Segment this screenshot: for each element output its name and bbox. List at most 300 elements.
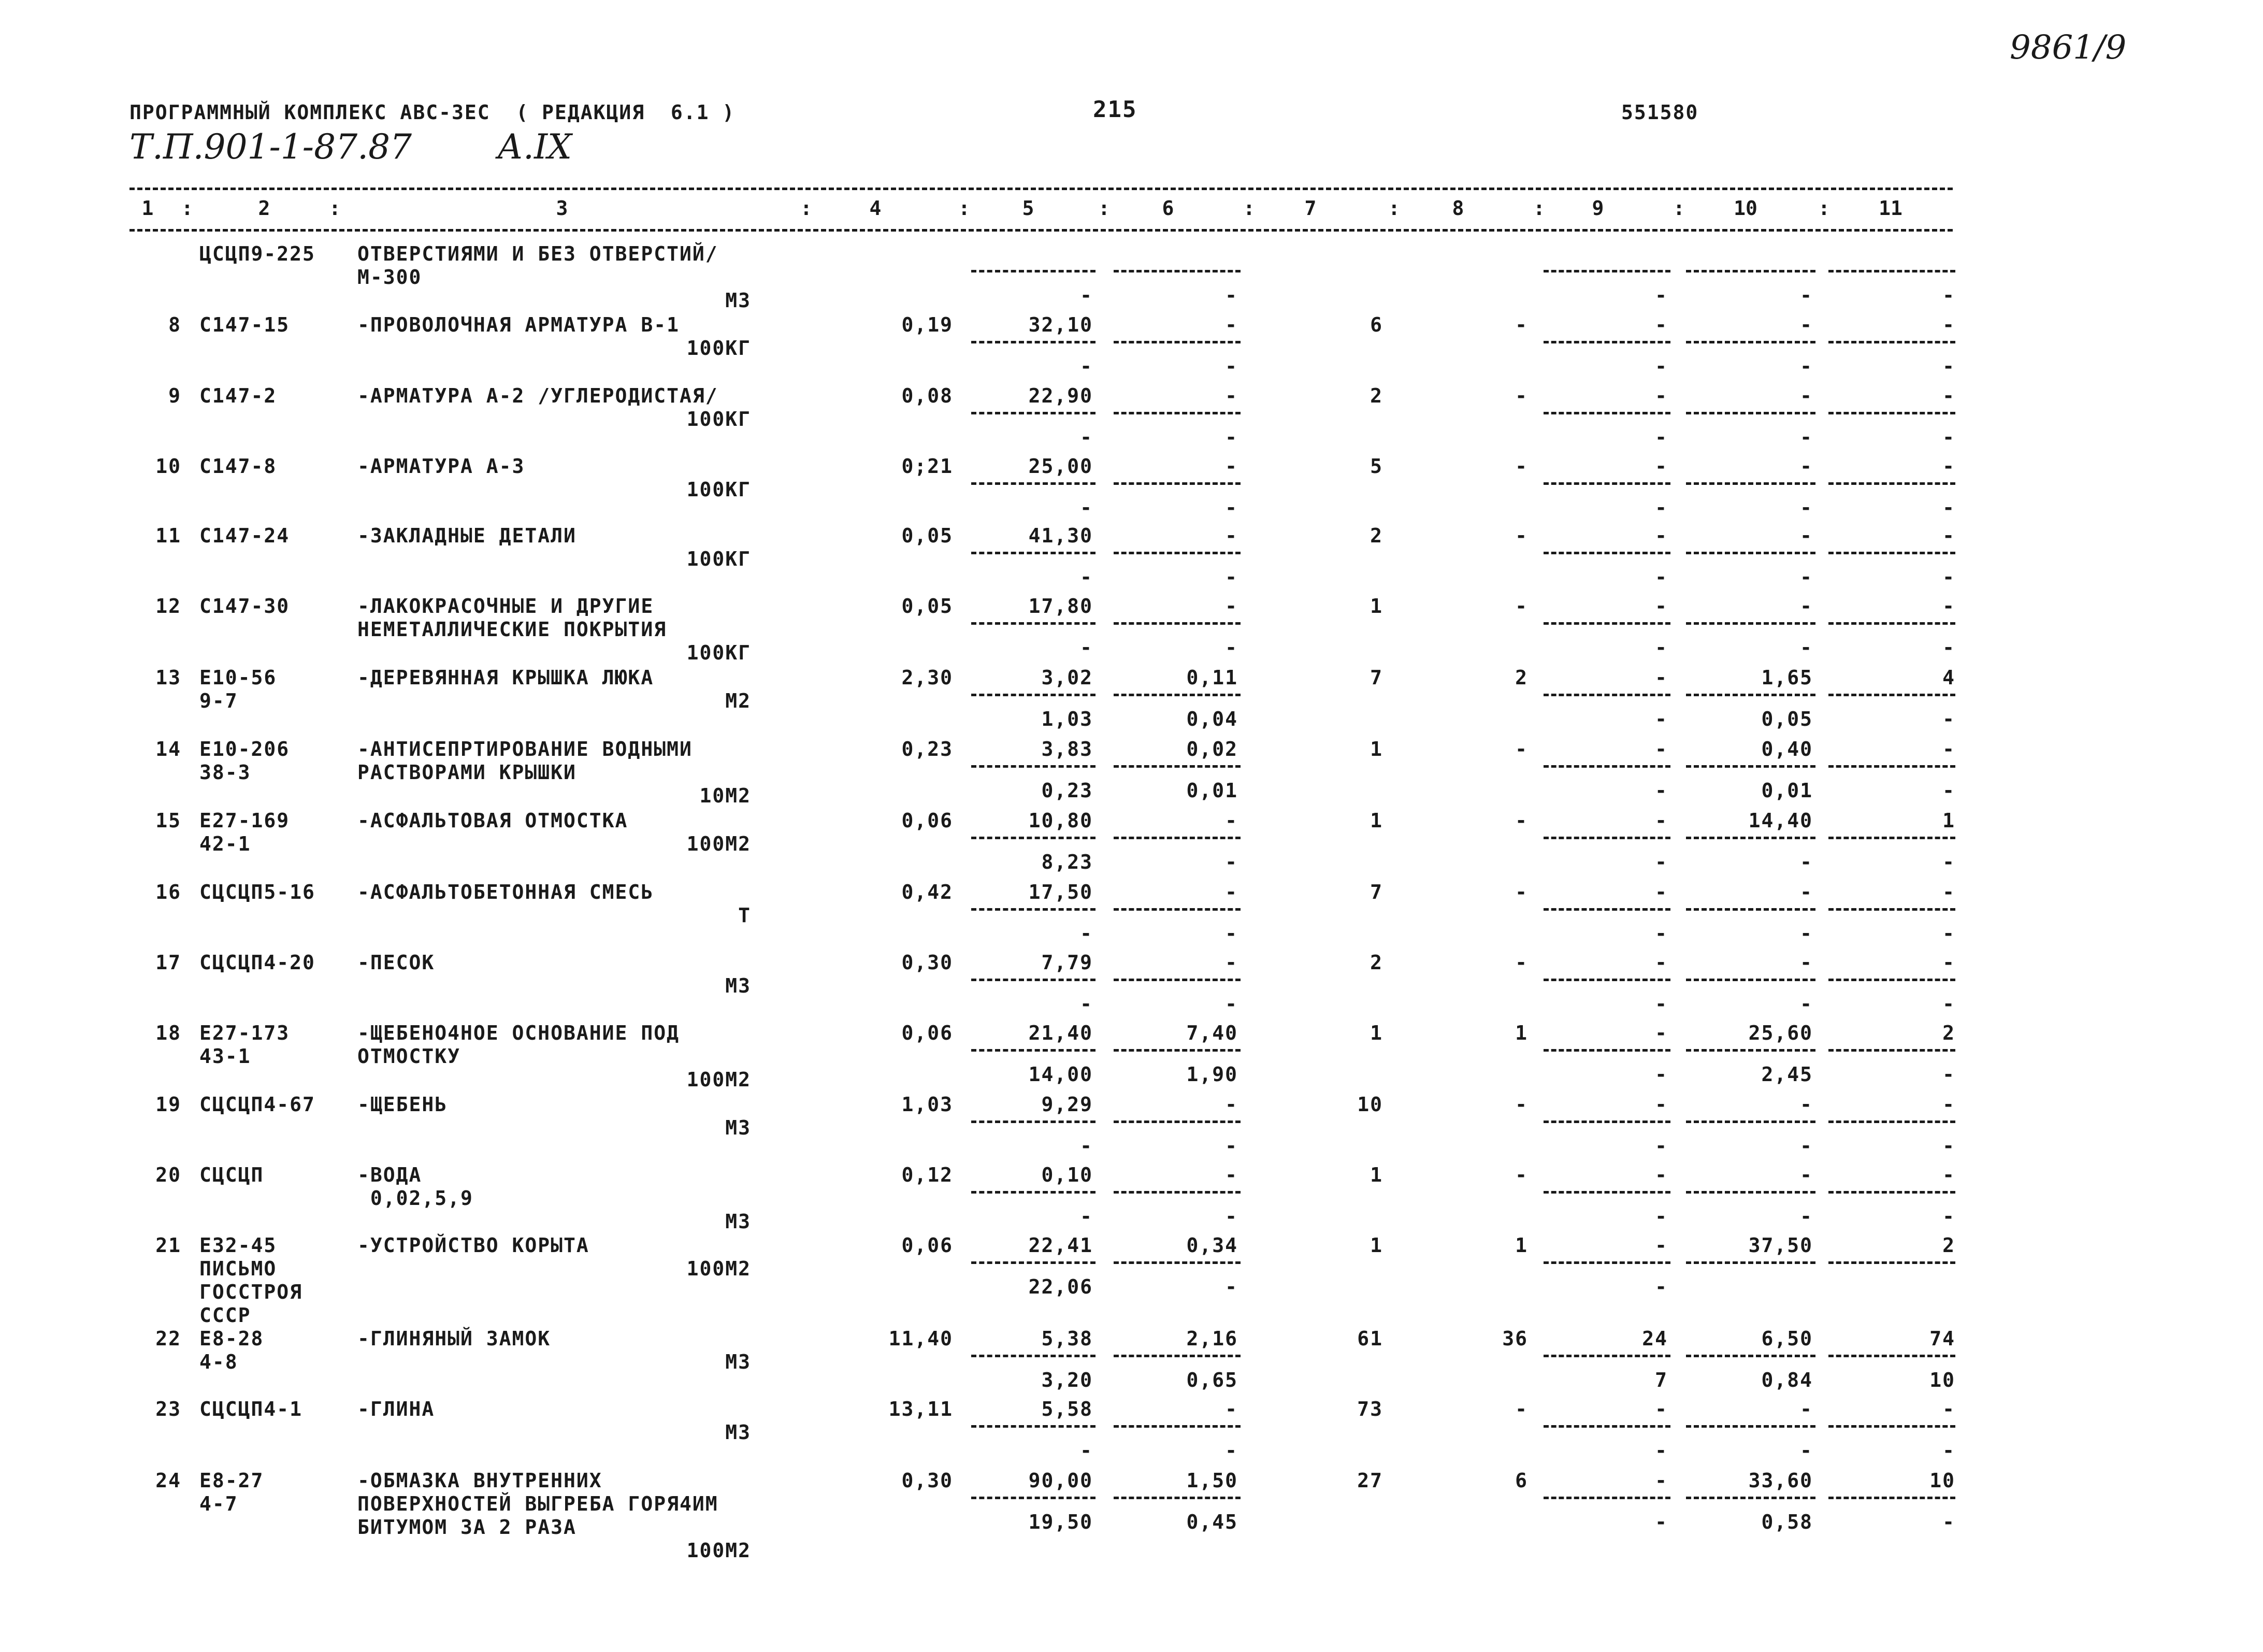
row-code: СЦСЦП5-16	[199, 881, 315, 903]
row-code: 43-1	[199, 1045, 251, 1068]
row-labor-sub: 0,58	[1761, 1511, 1813, 1533]
row-code: СССР	[199, 1304, 251, 1327]
column-header-7: 7	[1304, 197, 1317, 220]
cost-divider	[971, 412, 1096, 414]
row-unit: 10М2	[699, 784, 751, 807]
col9-divider	[1544, 1191, 1670, 1194]
row-labor: -	[1800, 951, 1813, 974]
row-wages: -	[1515, 595, 1528, 617]
row-total: 73	[1357, 1398, 1383, 1420]
row-wages: 6	[1515, 1469, 1528, 1492]
row-col9: -	[1655, 1022, 1668, 1044]
labor-divider	[1686, 1355, 1815, 1357]
row-col9: -	[1655, 1398, 1668, 1420]
col9-divider	[1544, 1121, 1670, 1123]
row-unit: М3	[725, 974, 751, 997]
row-code: 42-1	[199, 832, 251, 855]
row-wages: -	[1515, 1093, 1528, 1116]
row-labor-sub: -	[1800, 1134, 1813, 1157]
row-total: 1	[1370, 809, 1383, 832]
col9-divider	[1544, 979, 1670, 981]
row-cost-wage: -	[1080, 1439, 1093, 1462]
row-col11-sub: -	[1942, 636, 1955, 659]
row-col11-sub: -	[1942, 284, 1955, 307]
row-name: -ВОДА	[357, 1163, 422, 1186]
labor-divider	[1686, 341, 1815, 343]
col9-divider	[1544, 765, 1670, 768]
row-machine-wage: -	[1225, 1275, 1238, 1298]
cost-divider	[971, 1191, 1096, 1194]
machine-divider	[1114, 622, 1241, 625]
row-code: 9-7	[199, 689, 238, 712]
row-col11-sub: -	[1942, 1134, 1955, 1157]
col9-divider	[1544, 1497, 1670, 1499]
row-col11-sub: -	[1942, 993, 1955, 1015]
col11-divider	[1828, 552, 1955, 554]
row-cost-wage: -	[1080, 636, 1093, 659]
row-labor: -	[1800, 1093, 1813, 1116]
cost-divider	[971, 694, 1096, 696]
row-quantity: 0,30	[901, 951, 953, 974]
row-labor-sub: -	[1800, 922, 1813, 945]
document-code: 551580	[1621, 101, 1699, 124]
labor-divider	[1686, 694, 1815, 696]
row-quantity: 13,11	[888, 1398, 953, 1420]
row-machine-wage: 0,04	[1186, 708, 1238, 730]
row-cost-total: 5,38	[1041, 1327, 1093, 1350]
row-labor: -	[1800, 524, 1813, 547]
row-labor: 0,40	[1761, 738, 1813, 760]
row-cost-total: 21,40	[1028, 1022, 1093, 1044]
row-col11: -	[1942, 738, 1955, 760]
row-labor-sub: -	[1800, 1205, 1813, 1228]
row-col9-sub: -	[1655, 1063, 1668, 1086]
column-header-11: 11	[1879, 197, 1902, 220]
row-col11: 4	[1942, 666, 1955, 689]
row-machine-cost: 1,50	[1186, 1469, 1238, 1492]
row-machine-wage: 0,45	[1186, 1511, 1238, 1533]
row-wages: -	[1515, 881, 1528, 903]
row-number: 23	[155, 1398, 181, 1420]
column-header-4: 4	[869, 197, 882, 220]
column-separator: :	[1243, 197, 1255, 220]
row-code: С147-24	[199, 524, 290, 547]
row-machine-cost: -	[1225, 455, 1238, 478]
row-number: 14	[155, 738, 181, 760]
header-rule-bottom	[129, 229, 1953, 232]
row-col9-sub: -	[1655, 636, 1668, 659]
row-number: 8	[168, 313, 181, 336]
row-name: РАСТВОРАМИ КРЫШКИ	[357, 761, 576, 784]
machine-divider	[1114, 908, 1241, 911]
machine-divider	[1114, 837, 1241, 839]
row-wages: -	[1515, 455, 1528, 478]
col11-divider	[1828, 765, 1955, 768]
row-unit: 100М2	[686, 832, 751, 855]
row-col11-sub: 10	[1929, 1369, 1955, 1391]
row-col9: -	[1655, 455, 1668, 478]
row-quantity: 0,08	[901, 384, 953, 407]
row-col9-sub: -	[1655, 284, 1668, 307]
row-col9: -	[1655, 666, 1668, 689]
row-number: 16	[155, 881, 181, 903]
row-col11: -	[1942, 595, 1955, 617]
labor-divider	[1686, 1261, 1815, 1264]
row-machine-wage: -	[1225, 284, 1238, 307]
row-col9: -	[1655, 595, 1668, 617]
column-separator: :	[1388, 197, 1400, 220]
col11-divider	[1828, 341, 1955, 343]
row-col9: -	[1655, 1163, 1668, 1186]
row-col11-sub: -	[1942, 779, 1955, 802]
labor-divider	[1686, 1049, 1815, 1052]
album-number: А.IX	[497, 127, 572, 167]
row-wages: -	[1515, 809, 1528, 832]
row-number: 22	[155, 1327, 181, 1350]
row-col11: 10	[1929, 1469, 1955, 1492]
machine-divider	[1114, 1191, 1241, 1194]
row-number: 21	[155, 1234, 181, 1257]
labor-divider	[1686, 482, 1815, 485]
row-total: 2	[1370, 524, 1383, 547]
cost-divider	[971, 979, 1096, 981]
row-number: 12	[155, 595, 181, 617]
row-machine-wage: -	[1225, 1205, 1238, 1228]
column-header-10: 10	[1734, 197, 1757, 220]
row-wages: -	[1515, 738, 1528, 760]
row-unit: 100КГ	[686, 408, 751, 430]
machine-divider	[1114, 1425, 1241, 1428]
row-cost-wage: 1,03	[1041, 708, 1093, 730]
row-wages: -	[1515, 384, 1528, 407]
row-unit: 100КГ	[686, 641, 751, 664]
row-code: С147-15	[199, 313, 290, 336]
row-number: 24	[155, 1469, 181, 1492]
row-col9-sub: -	[1655, 1134, 1668, 1157]
row-labor: 14,40	[1748, 809, 1813, 832]
column-header-1: 1	[141, 197, 154, 220]
row-labor: -	[1800, 384, 1813, 407]
row-col11-sub: -	[1942, 496, 1955, 519]
row-name: -ЗАКЛАДНЫЕ ДЕТАЛИ	[357, 524, 576, 547]
row-name: ОТВЕРСТИЯМИ И БЕЗ ОТВЕРСТИЙ/	[357, 242, 718, 265]
row-wages: 2	[1515, 666, 1528, 689]
row-code: С147-8	[199, 455, 277, 478]
row-quantity: 0,19	[901, 313, 953, 336]
row-unit: 100КГ	[686, 478, 751, 501]
row-wages: -	[1515, 524, 1528, 547]
row-name: -ЩЕБЕНЬ	[357, 1093, 448, 1116]
row-quantity: 11,40	[888, 1327, 953, 1350]
row-code: Е8-28	[199, 1327, 264, 1350]
row-name: -АСФАЛЬТОБЕТОННАЯ СМЕСЬ	[357, 881, 654, 903]
col11-divider	[1828, 908, 1955, 911]
row-name: -АНТИСЕПРТИРОВАНИЕ ВОДНЫМИ	[357, 738, 693, 760]
row-total: 1	[1370, 1022, 1383, 1044]
row-cost-wage: -	[1080, 284, 1093, 307]
row-labor: -	[1800, 455, 1813, 478]
row-quantity: 0,12	[901, 1163, 953, 1186]
machine-divider	[1114, 1049, 1241, 1052]
row-cost-wage: -	[1080, 426, 1093, 449]
labor-divider	[1686, 765, 1815, 768]
row-col11-sub: -	[1942, 1439, 1955, 1462]
cost-divider	[971, 1049, 1096, 1052]
row-col9: -	[1655, 524, 1668, 547]
row-labor-sub: -	[1800, 993, 1813, 1015]
col11-divider	[1828, 1049, 1955, 1052]
row-col11-sub: -	[1942, 922, 1955, 945]
row-name: М-300	[357, 266, 422, 289]
row-col11: -	[1942, 313, 1955, 336]
row-machine-cost: 0,34	[1186, 1234, 1238, 1257]
row-col9: -	[1655, 881, 1668, 903]
column-header-2: 2	[258, 197, 270, 220]
row-code: СЦСЦП	[199, 1163, 264, 1186]
labor-divider	[1686, 412, 1815, 414]
column-separator: :	[800, 197, 812, 220]
row-col9-sub: -	[1655, 1275, 1668, 1298]
row-machine-cost: -	[1225, 595, 1238, 617]
row-cost-wage: 19,50	[1028, 1511, 1093, 1533]
machine-divider	[1114, 694, 1241, 696]
row-col11-sub: -	[1942, 355, 1955, 378]
row-machine-cost: -	[1225, 881, 1238, 903]
col9-divider	[1544, 412, 1670, 414]
row-name: БИТУМОМ ЗА 2 РАЗА	[357, 1516, 576, 1539]
row-number: 13	[155, 666, 181, 689]
row-quantity: 0,05	[901, 524, 953, 547]
row-total: 10	[1357, 1093, 1383, 1116]
row-name: -ПРОВОЛОЧНАЯ АРМАТУРА В-1	[357, 313, 680, 336]
col11-divider	[1828, 1261, 1955, 1264]
row-name: ОТМОСТКУ	[357, 1045, 461, 1068]
machine-divider	[1114, 412, 1241, 414]
row-col9: -	[1655, 384, 1668, 407]
row-quantity: 0,06	[901, 1234, 953, 1257]
row-labor-sub: -	[1800, 355, 1813, 378]
row-labor: -	[1800, 1163, 1813, 1186]
row-unit: Т	[738, 904, 751, 927]
row-col9-sub: 7	[1655, 1369, 1668, 1391]
row-total: 1	[1370, 595, 1383, 617]
row-number: 18	[155, 1022, 181, 1044]
cost-divider	[971, 552, 1096, 554]
col11-divider	[1828, 837, 1955, 839]
row-col11: -	[1942, 524, 1955, 547]
row-number: 9	[168, 384, 181, 407]
labor-divider	[1686, 1121, 1815, 1123]
row-machine-cost: 2,16	[1186, 1327, 1238, 1350]
row-labor-sub: -	[1800, 851, 1813, 873]
header-rule-top	[129, 188, 1953, 190]
row-total: 6	[1370, 313, 1383, 336]
row-col9-sub: -	[1655, 1511, 1668, 1533]
row-unit: М2	[725, 689, 751, 712]
row-number: 11	[155, 524, 181, 547]
cost-divider	[971, 1355, 1096, 1357]
row-total: 7	[1370, 881, 1383, 903]
row-labor-sub: 0,01	[1761, 779, 1813, 802]
row-labor-sub: 0,84	[1761, 1369, 1813, 1391]
column-separator: :	[181, 197, 193, 220]
row-total: 1	[1370, 1163, 1383, 1186]
row-code: 4-8	[199, 1351, 238, 1373]
row-machine-cost: -	[1225, 524, 1238, 547]
row-code: С147-30	[199, 595, 290, 617]
row-quantity: 1,03	[901, 1093, 953, 1116]
row-machine-wage: -	[1225, 426, 1238, 449]
col9-divider	[1544, 482, 1670, 485]
machine-divider	[1114, 1497, 1241, 1499]
row-name: -ГЛИНЯНЫЙ ЗАМОК	[357, 1327, 551, 1350]
column-header-3: 3	[556, 197, 568, 220]
row-quantity: 0,23	[901, 738, 953, 760]
labor-divider	[1686, 270, 1815, 272]
row-cost-total: 5,58	[1041, 1398, 1093, 1420]
col11-divider	[1828, 1121, 1955, 1123]
row-col11-sub: -	[1942, 426, 1955, 449]
row-labor: -	[1800, 595, 1813, 617]
row-labor: -	[1800, 1398, 1813, 1420]
machine-divider	[1114, 979, 1241, 981]
labor-divider	[1686, 837, 1815, 839]
row-labor-sub: -	[1800, 426, 1813, 449]
row-cost-total: 25,00	[1028, 455, 1093, 478]
row-col9-sub: -	[1655, 708, 1668, 730]
row-machine-cost: -	[1225, 1163, 1238, 1186]
row-number: 17	[155, 951, 181, 974]
row-col11: 2	[1942, 1234, 1955, 1257]
cost-divider	[971, 622, 1096, 625]
row-machine-wage: -	[1225, 922, 1238, 945]
machine-divider	[1114, 1261, 1241, 1264]
row-cost-wage: -	[1080, 1205, 1093, 1228]
row-unit: 100М2	[686, 1257, 751, 1280]
row-quantity: 0,06	[901, 809, 953, 832]
row-unit: М3	[725, 1116, 751, 1139]
row-labor: -	[1800, 313, 1813, 336]
row-unit: М3	[725, 1210, 751, 1233]
cost-divider	[971, 482, 1096, 485]
row-col9: -	[1655, 951, 1668, 974]
row-col9-sub: -	[1655, 779, 1668, 802]
col9-divider	[1544, 270, 1670, 272]
row-cost-total: 90,00	[1028, 1469, 1093, 1492]
row-col9-sub: -	[1655, 851, 1668, 873]
labor-divider	[1686, 622, 1815, 625]
page-number: 215	[1093, 96, 1137, 123]
row-col9: -	[1655, 738, 1668, 760]
col11-divider	[1828, 1425, 1955, 1428]
row-unit: 100М2	[686, 1539, 751, 1562]
row-number: 20	[155, 1163, 181, 1186]
row-total: 5	[1370, 455, 1383, 478]
column-separator: :	[1098, 197, 1110, 220]
row-col11-sub: -	[1942, 566, 1955, 588]
row-wages: -	[1515, 951, 1528, 974]
cost-divider	[971, 1121, 1096, 1123]
row-col11: 1	[1942, 809, 1955, 832]
cost-divider	[971, 1425, 1096, 1428]
row-unit: М3	[725, 289, 751, 312]
machine-divider	[1114, 1121, 1241, 1123]
col11-divider	[1828, 1497, 1955, 1499]
col9-divider	[1544, 622, 1670, 625]
row-machine-wage: -	[1225, 496, 1238, 519]
col9-divider	[1544, 908, 1670, 911]
row-unit: М3	[725, 1351, 751, 1373]
labor-divider	[1686, 1497, 1815, 1499]
row-col11: -	[1942, 951, 1955, 974]
row-machine-cost: 7,40	[1186, 1022, 1238, 1044]
row-machine-wage: 0,65	[1186, 1369, 1238, 1391]
row-col9: -	[1655, 1234, 1668, 1257]
row-machine-wage: 0,01	[1186, 779, 1238, 802]
row-labor-sub: -	[1800, 1439, 1813, 1462]
column-separator: :	[958, 197, 970, 220]
row-name: 0,02,5,9	[357, 1187, 473, 1210]
row-cost-wage: -	[1080, 993, 1093, 1015]
col11-divider	[1828, 694, 1955, 696]
row-unit: 100КГ	[686, 337, 751, 360]
row-col9-sub: -	[1655, 993, 1668, 1015]
col11-divider	[1828, 979, 1955, 981]
row-col9: -	[1655, 1093, 1668, 1116]
row-cost-total: 17,80	[1028, 595, 1093, 617]
row-total: 7	[1370, 666, 1383, 689]
row-code: 4-7	[199, 1492, 238, 1515]
row-total: 2	[1370, 951, 1383, 974]
row-col9: -	[1655, 1469, 1668, 1492]
row-cost-total: 0,10	[1041, 1163, 1093, 1186]
col9-divider	[1544, 1425, 1670, 1428]
labor-divider	[1686, 1425, 1815, 1428]
row-unit: 100М2	[686, 1068, 751, 1091]
row-labor: 6,50	[1761, 1327, 1813, 1350]
machine-divider	[1114, 765, 1241, 768]
row-col9-sub: -	[1655, 1205, 1668, 1228]
col11-divider	[1828, 1191, 1955, 1194]
row-col9-sub: -	[1655, 496, 1668, 519]
row-quantity: 0,05	[901, 595, 953, 617]
row-col9: -	[1655, 313, 1668, 336]
row-number: 10	[155, 455, 181, 478]
row-machine-cost: -	[1225, 951, 1238, 974]
column-separator: :	[329, 197, 341, 220]
labor-divider	[1686, 908, 1815, 911]
column-separator: :	[1533, 197, 1545, 220]
row-name: -ГЛИНА	[357, 1398, 435, 1420]
cost-divider	[971, 1497, 1096, 1499]
row-machine-wage: -	[1225, 566, 1238, 588]
row-name: -АРМАТУРА А-2 /УГЛЕРОДИСТАЯ/	[357, 384, 718, 407]
row-machine-wage: -	[1225, 1134, 1238, 1157]
row-code: 38-3	[199, 761, 251, 784]
row-wages: 1	[1515, 1234, 1528, 1257]
cost-divider	[971, 908, 1096, 911]
row-quantity: 0;21	[901, 455, 953, 478]
row-unit: 100КГ	[686, 548, 751, 570]
row-labor-sub: -	[1800, 566, 1813, 588]
row-code: Е10-206	[199, 738, 290, 760]
row-col9-sub: -	[1655, 355, 1668, 378]
row-total: 1	[1370, 738, 1383, 760]
row-code: Е27-173	[199, 1022, 290, 1044]
row-machine-cost: -	[1225, 1093, 1238, 1116]
row-cost-wage: -	[1080, 922, 1093, 945]
row-col9: 24	[1642, 1327, 1668, 1350]
